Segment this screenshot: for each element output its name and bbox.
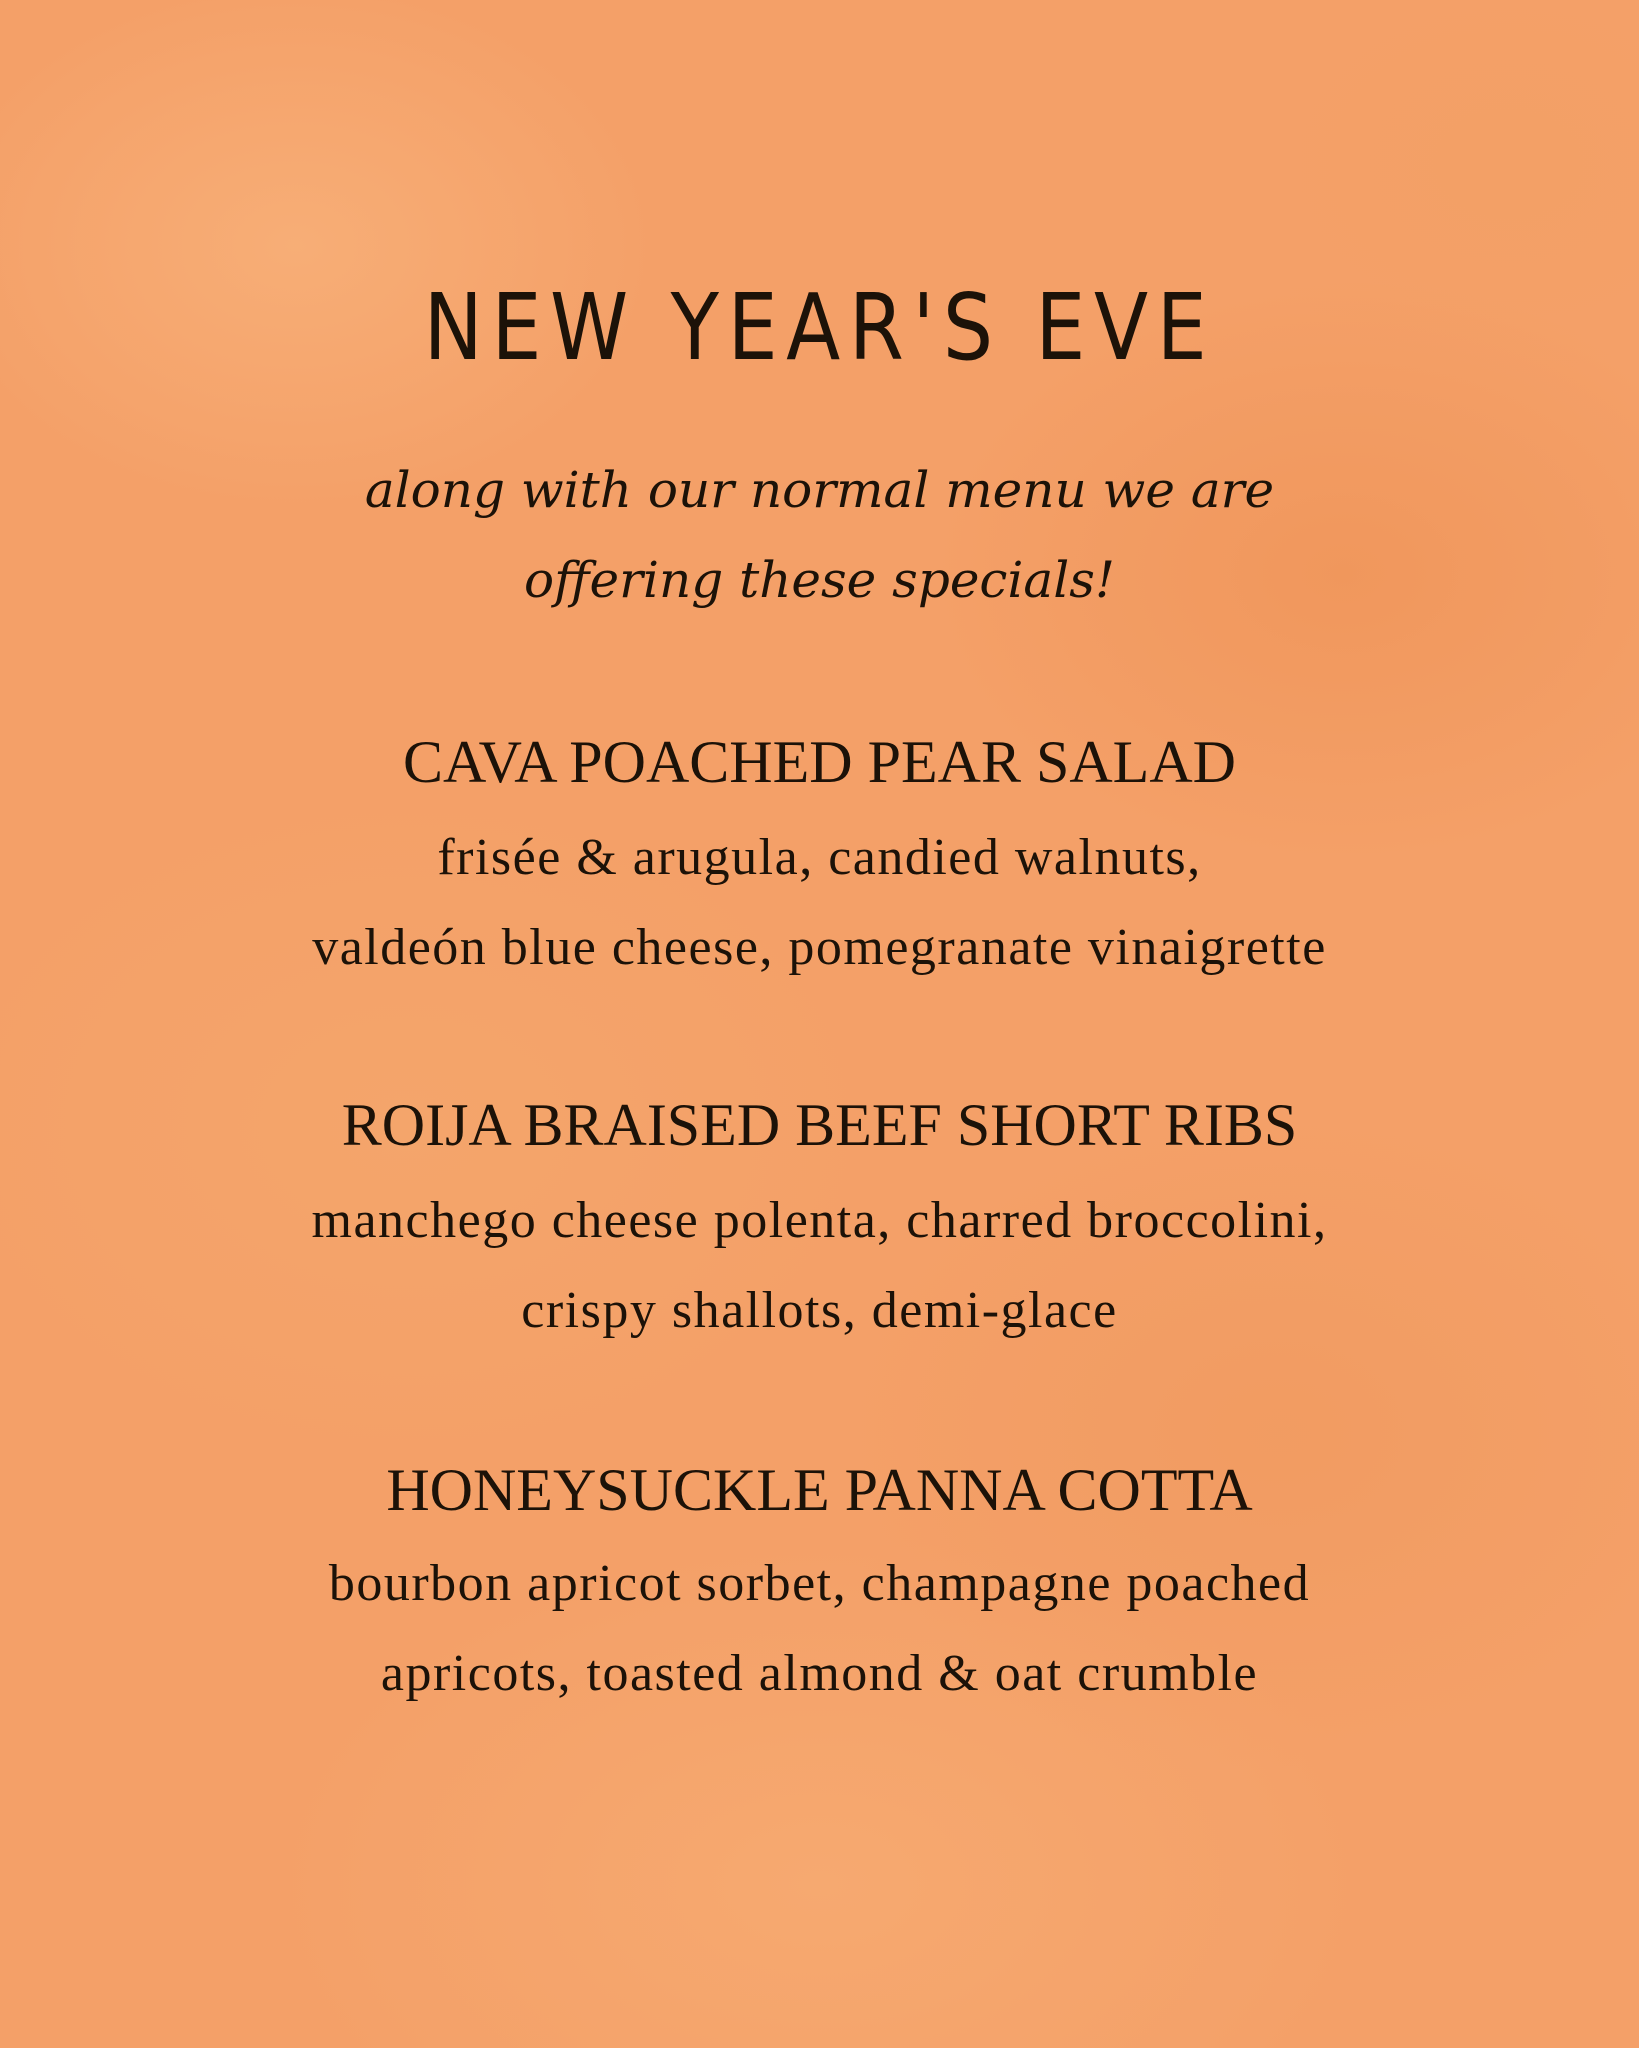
subtitle-line-1: along with our normal menu we are: [364, 461, 1275, 519]
menu-item-name: CAVA POACHED PEAR SALAD: [403, 729, 1236, 795]
menu-item-name: ROIJA BRAISED BEEF SHORT RIBS: [341, 1092, 1298, 1158]
menu-item-description: crispy shallots, demi-glace: [521, 1282, 1118, 1339]
menu-item-description: valdeón blue cheese, pomegranate vinaigrette: [312, 919, 1327, 976]
page-title: NEW YEAR'S EVE: [423, 274, 1216, 381]
menu-item-description: bourbon apricot sorbet, champagne poached: [328, 1555, 1311, 1612]
menu-item-name: HONEYSUCKLE PANNA COTTA: [386, 1457, 1253, 1523]
menu-item-description: manchego cheese polenta, charred broccolini,: [311, 1192, 1328, 1249]
menu-item-description: frisée & arugula, candied walnuts,: [437, 829, 1202, 886]
subtitle-line-2: offering these specials!: [524, 551, 1115, 609]
menu-item-description: apricots, toasted almond & oat crumble: [380, 1645, 1259, 1702]
